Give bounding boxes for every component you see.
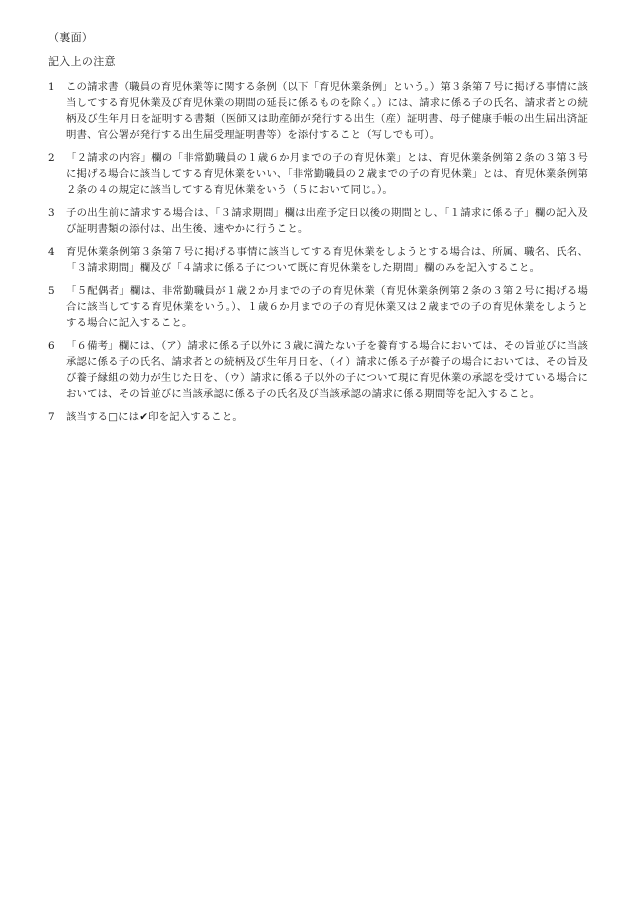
note-number: 1 [48, 81, 55, 93]
note-number: 3 [48, 207, 55, 219]
note-number: 6 [48, 340, 55, 352]
note-text: 該当する□には✔印を記入すること。 [66, 411, 243, 423]
back-side-label: （裏面） [48, 31, 94, 44]
note-text: 育児休業条例第３条第７号に掲げる事情に該当してする育児休業をしようとする場合は、所属、職名、氏名、「３請求期間」欄及び「４請求に係る子について既に育児休業をした期間」欄のみを記入すること。 [66, 246, 588, 274]
note-item [48, 409, 588, 425]
note-text: この請求書（職員の育児休業等に関する条例（以下「育児休業条例」という。）第３条第７号に掲げる事情に該当してする育児休業及び育児休業の期間の延長に係るものを除く。）には、請求に係る子の氏名、請求者との続柄及び生年月日を証明する書類（医師又は助産師が発行する出生（産）証明書、母子健康手帳の出生届出済証明書、官公署が発行する出生届受理証明書等）を添付すること（写しでも可）。 [66, 81, 588, 141]
note-item [48, 79, 588, 143]
note-item [48, 150, 588, 198]
note-number: 4 [48, 246, 55, 258]
note-number: 7 [48, 411, 55, 423]
note-number: 2 [48, 152, 55, 164]
note-number: 5 [48, 285, 55, 297]
section-title: 記入上の注意 [48, 55, 116, 68]
note-text: 「２請求の内容」欄の「非常勤職員の１歳６か月までの子の育児休業」とは、育児休業条例第２条の３第３号に掲げる場合に該当してする育児休業をいい、「非常勤職員の２歳までの子の育児休業」とは、育児休業条例第２条の４の規定に該当してする育児休業をいう（５において同じ。）。 [66, 152, 588, 196]
note-item [48, 338, 588, 402]
note-item [48, 205, 588, 237]
note-item [48, 283, 588, 331]
note-item [48, 244, 588, 276]
note-text: 子の出生前に請求する場合は、「３請求期間」欄は出産予定日以後の期間とし、「１請求に係る子」欄の記入及び証明書類の添付は、出生後、速やかに行うこと。 [66, 207, 588, 235]
notes-list [48, 79, 588, 432]
note-text: 「５配偶者」欄は、非常勤職員が１歳２か月までの子の育児休業（育児休業条例第２条の３第２号に掲げる場合に該当してする育児休業をいう。）、１歳６か月までの子の育児休業又は２歳までの子の育児休業をしようとする場合に記入すること。 [66, 285, 588, 329]
note-text: 「６備考」欄には、（ア）請求に係る子以外に３歳に満たない子を養育する場合においては、その旨並びに当該承認に係る子の氏名、請求者との続柄及び生年月日を、（イ）請求に係る子が養子の場合においては、その旨及び養子縁組の効力が生じた日を、（ウ）請求に係る子以外の子について現に育児休業の承認を受けている場合においては、その旨並びに当該承認に係る子の氏名及び当該承認の請求に係る期間等を記入すること。 [66, 340, 588, 400]
